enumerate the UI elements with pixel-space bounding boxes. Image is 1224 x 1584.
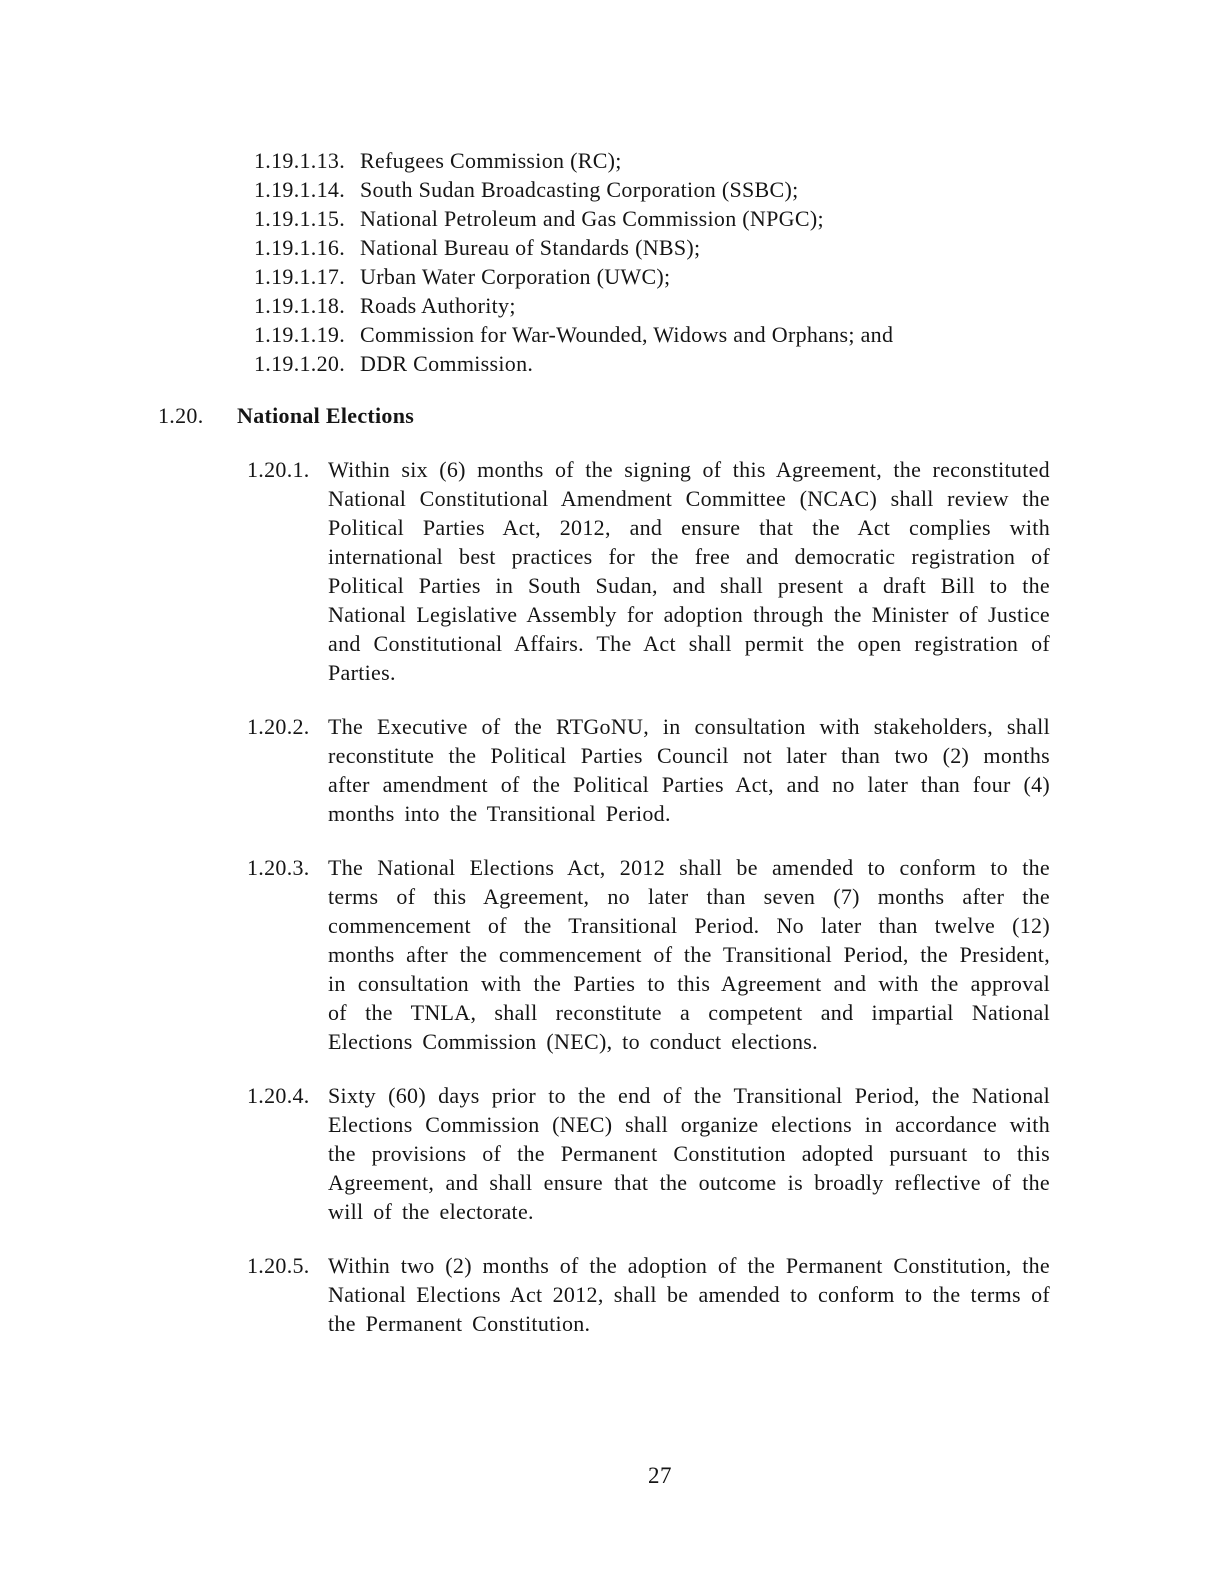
- list-item-number: 1.19.1.17.: [254, 264, 345, 289]
- list-item-number: 1.19.1.19.: [254, 322, 345, 347]
- list-item-number: 1.19.1.18.: [254, 293, 345, 318]
- list-item: [254, 291, 1224, 320]
- paragraph-number: 1.20.1.: [247, 457, 310, 482]
- list-item-text: DDR Commission.: [360, 351, 534, 376]
- section-title: National Elections: [237, 403, 415, 428]
- list-item-text: National Bureau of Standards (NBS);: [360, 235, 701, 260]
- paragraph-text: Within six (6) months of the signing of this Agreement, the reconstituted National Constitutional Amendment Committee (NCAC) shall review the Political Parties Act, 2012, and ensure that the Act complies with international best practices for the free and democratic registration of Political Parties in South Sudan, and shall present a draft Bill to the National Legislative Assembly for adoption through the Minister of Justice and Constitutional Affairs. The Act shall permit the open registration of Parties.: [328, 457, 1050, 685]
- list-item: [254, 320, 1224, 349]
- list-item-text: National Petroleum and Gas Commission (NPGC);: [360, 206, 824, 231]
- list-item-text: Commission for War-Wounded, Widows and Orphans; and: [360, 322, 894, 347]
- list-item-number: 1.19.1.16.: [254, 235, 345, 260]
- list-item-text: Urban Water Corporation (UWC);: [360, 264, 671, 289]
- paragraph: [247, 853, 1050, 1056]
- list-item-number: 1.19.1.15.: [254, 206, 345, 231]
- paragraph: [247, 1081, 1050, 1226]
- paragraph-text: The Executive of the RTGoNU, in consultation with stakeholders, shall reconstitute the Political Parties Council not later than two (2) months after amendment of the Political Parties Act, and no later than four (4) months into the Transitional Period.: [328, 714, 1050, 826]
- list-item-text: South Sudan Broadcasting Corporation (SSBC);: [360, 177, 799, 202]
- paragraph-number: 1.20.3.: [247, 855, 310, 880]
- list-item-number: 1.19.1.14.: [254, 177, 345, 202]
- section-heading-national-elections: [158, 401, 1224, 430]
- list-item: [254, 175, 1224, 204]
- list-item: [254, 233, 1224, 262]
- page-number: 27: [648, 1463, 672, 1488]
- paragraph-text: The National Elections Act, 2012 shall be amended to conform to the terms of this Agreement, no later than seven (7) months after the commencement of the Transitional Period. No later than twelve (12) months after the commencement of the Transitional Period, the President, in consultation with the Parties to this Agreement and with the approval of the TNLA, shall reconstitute a competent and impartial National Elections Commission (NEC), to conduct elections.: [328, 855, 1050, 1054]
- list-item-number: 1.19.1.20.: [254, 351, 345, 376]
- section-number: 1.20.: [158, 403, 204, 428]
- paragraph-text: Within two (2) months of the adoption of the Permanent Constitution, the National Elections Act 2012, shall be amended to conform to the terms of the Permanent Constitution.: [328, 1253, 1050, 1336]
- paragraph: [247, 1251, 1050, 1338]
- paragraph-text: Sixty (60) days prior to the end of the Transitional Period, the National Elections Commission (NEC) shall organize elections in accordance with the provisions of the Permanent Constitution adopted pursuant to this Agreement, and shall ensure that the outcome is broadly reflective of the will of the electorate.: [328, 1083, 1050, 1224]
- paragraph-number: 1.20.2.: [247, 714, 310, 739]
- paragraph: [247, 712, 1050, 828]
- paragraph-number: 1.20.5.: [247, 1253, 310, 1278]
- list-item: [254, 204, 1224, 233]
- list-item: [254, 262, 1224, 291]
- institutions-list: [254, 146, 1224, 378]
- paragraph-number: 1.20.4.: [247, 1083, 310, 1108]
- list-item-text: Refugees Commission (RC);: [360, 148, 622, 173]
- list-item-text: Roads Authority;: [360, 293, 516, 318]
- paragraph: [247, 455, 1050, 687]
- list-item: [254, 349, 1224, 378]
- list-item: [254, 146, 1224, 175]
- list-item-number: 1.19.1.13.: [254, 148, 345, 173]
